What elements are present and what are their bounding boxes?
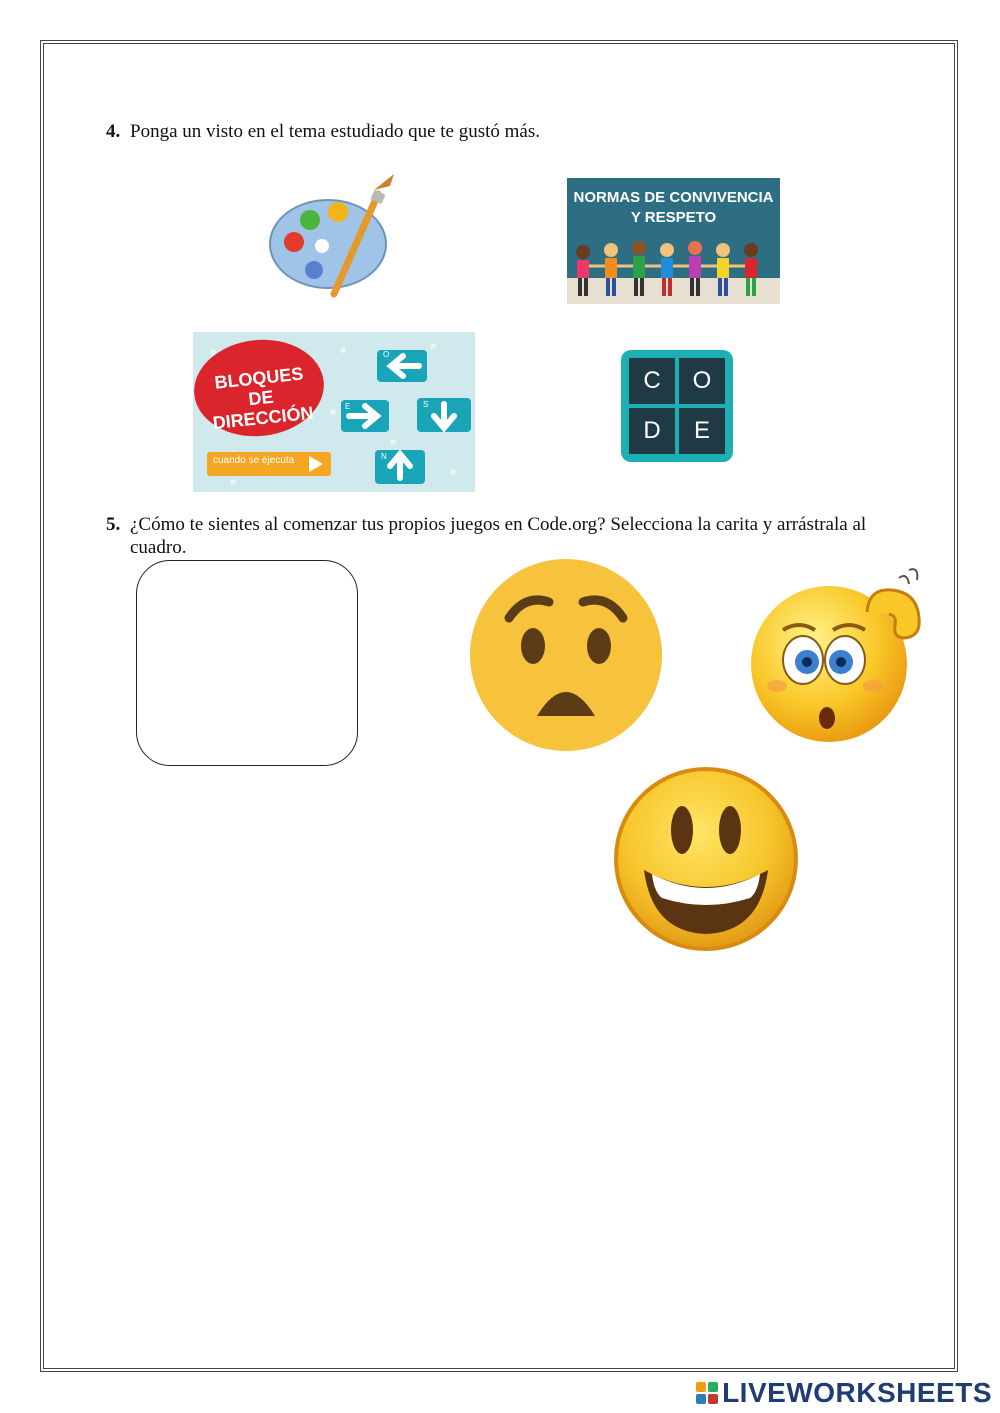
normas-title-line1: NORMAS DE CONVIVENCIA <box>573 189 774 206</box>
confused-face-icon <box>749 564 929 748</box>
children-holding-hands-icon <box>567 178 780 304</box>
topic-bloques[interactable] <box>193 332 475 492</box>
worried-face-icon <box>469 558 663 752</box>
topic-normas[interactable] <box>567 178 780 304</box>
liveworksheets-brand: LIVEWORKSHEETS <box>722 1377 992 1408</box>
bloques-title-line2: DIRECCIÓN <box>211 402 315 434</box>
topic-paint[interactable] <box>266 172 400 300</box>
topic-code[interactable] <box>621 350 733 462</box>
question-5 <box>106 513 926 559</box>
emoji-happy[interactable] <box>610 764 802 954</box>
bloques-dir-n: N <box>381 452 387 461</box>
bloques-title-line1: BLOQUES DE <box>213 363 305 410</box>
emoji-worried[interactable] <box>469 558 663 752</box>
question-5-text-line1: ¿Cómo te sientes al comenzar tus propios juegos en Code.org? Selecciona la carita y arrástrala al <box>130 514 867 535</box>
code-letter-d: D <box>629 408 675 454</box>
code-letter-c: C <box>629 358 675 404</box>
bloques-dir-s: S <box>423 400 429 409</box>
liveworksheets-grid-icon <box>696 1382 718 1404</box>
question-4 <box>106 120 540 143</box>
paint-palette-icon <box>266 172 400 300</box>
answer-drop-box[interactable] <box>136 560 358 766</box>
bloques-dir-o: O <box>383 350 390 359</box>
code-letter-e: E <box>679 408 725 454</box>
bloques-run-label: cuando se ejecuta <box>213 455 295 466</box>
bloques-dir-e: E <box>345 402 351 411</box>
question-4-number: 4. <box>106 121 121 142</box>
emoji-confused[interactable] <box>749 564 929 748</box>
liveworksheets-logo <box>696 1377 992 1409</box>
question-5-number: 5. <box>106 514 121 535</box>
happy-face-icon <box>610 764 802 954</box>
code-logo <box>629 358 725 454</box>
code-letter-o: O <box>679 358 725 404</box>
question-5-text-line2: cuadro. <box>130 537 187 558</box>
question-4-text: Ponga un visto en el tema estudiado que te gustó más. <box>130 121 541 142</box>
normas-title-line2: Y RESPETO <box>630 209 717 226</box>
